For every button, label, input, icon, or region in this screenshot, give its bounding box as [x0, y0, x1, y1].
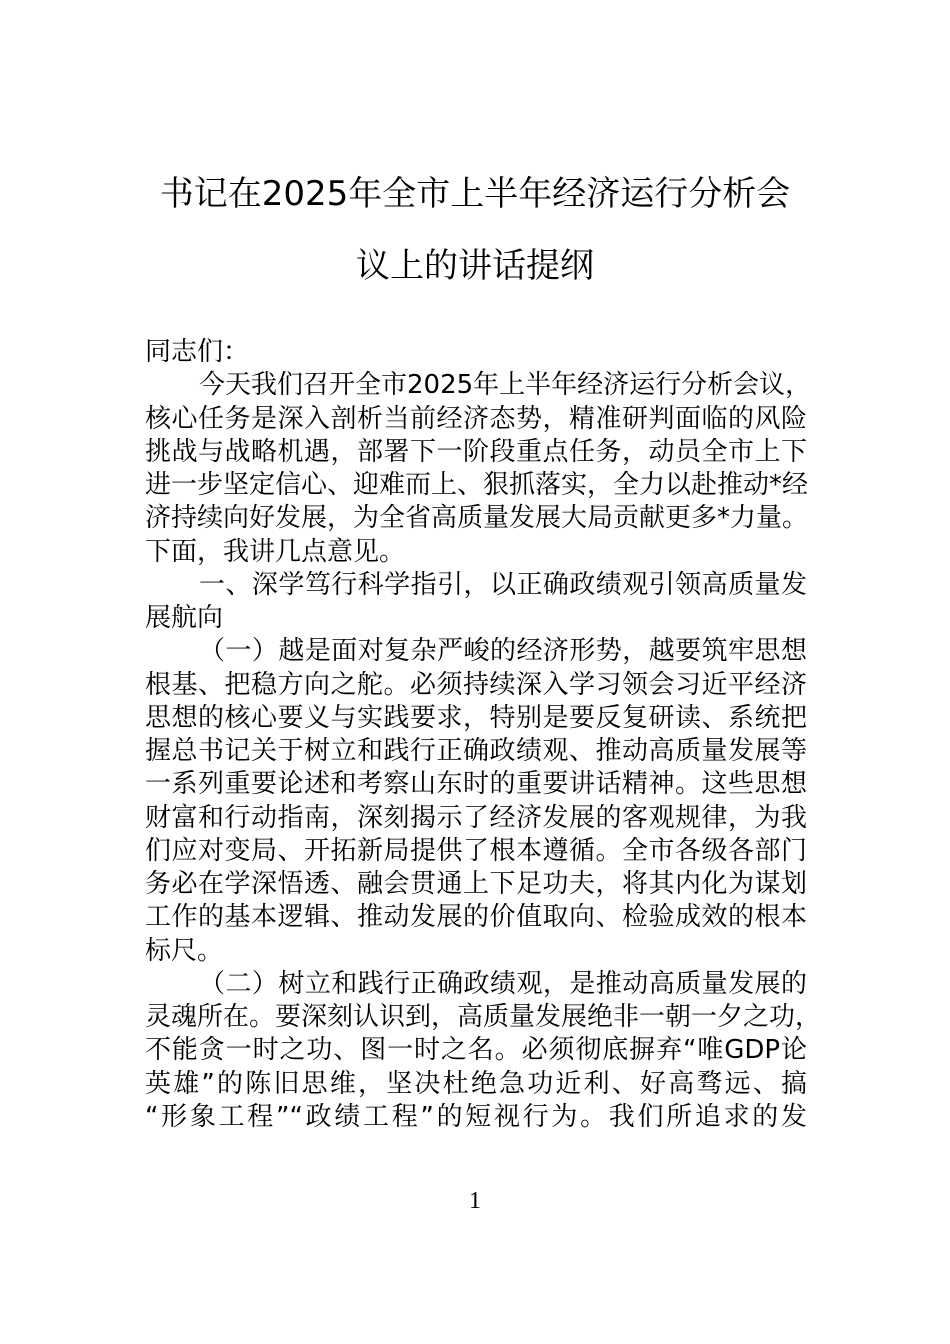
paragraph-line: 思想的核心要义与实践要求，特别是要反复研读、系统把 [145, 702, 807, 733]
paragraph-line: 不能贪一时之功、图一时之名。必须彻底摒弃“唯GDP论 [145, 1035, 807, 1066]
paragraph-line: 进一步坚定信心、迎难而上、狠抓落实，全力以赴推动*经 [145, 470, 809, 500]
paragraph-line: 工作的基本逻辑、推动发展的价值取向、检验成效的根本 [145, 902, 807, 933]
document-title-line-1: 书记在2025年全市上半年经济运行分析会 [159, 174, 791, 214]
paragraph-line: 根基、把稳方向之舵。必须持续深入学习领会习近平经济 [145, 669, 807, 700]
document-body [145, 336, 822, 1134]
section-heading-line: 一、深学笃行科学指引，以正确政绩观引领高质量发 [199, 569, 807, 600]
paragraph-line: 今天我们召开全市2025年上半年经济运行分析会议， [199, 370, 812, 401]
document-title-line-2: 议上的讲话提纲 [356, 246, 594, 286]
paragraph-line: （二）树立和践行正确政绩观，是推动高质量发展的 [199, 968, 807, 999]
paragraph-line: 标尺。 [145, 935, 224, 966]
paragraph-line: “形象工程”“政绩工程”的短视行为。我们所追求的发 [145, 1101, 807, 1132]
paragraph-line: 挑战与战略机遇，部署下一阶段重点任务，动员全市上下 [145, 436, 807, 467]
salutation: 同志们： [145, 337, 250, 367]
paragraph-line: 英雄”的陈旧思维，坚决杜绝急功近利、好高骛远、搞 [145, 1068, 807, 1099]
paragraph-line: 下面，我讲几点意见。 [145, 536, 406, 567]
section-heading-line: 展航向 [145, 603, 224, 633]
paragraph-line: 们应对变局、开拓新局提供了根本遵循。全市各级各部门 [145, 835, 807, 866]
paragraph-line: 财富和行动指南，深刻揭示了经济发展的客观规律，为我 [145, 802, 807, 833]
page-number: 1 [469, 1188, 481, 1214]
paragraph-line: 务必在学深悟透、融会贯通上下足功夫，将其内化为谋划 [145, 869, 807, 899]
paragraph-line: （一）越是面对复杂严峻的经济形势，越要筑牢思想 [199, 636, 807, 667]
paragraph-line: 核心任务是深入剖析当前经济态势，精准研判面临的风险 [145, 403, 807, 434]
paragraph-line: 一系列重要论述和考察山东时的重要讲话精神。这些思想 [145, 769, 807, 800]
paragraph-line: 济持续向好发展，为全省高质量发展大局贡献更多*力量。 [145, 503, 809, 534]
paragraph-line: 灵魂所在。要深刻认识到，高质量发展绝非一朝一夕之功， [145, 1002, 822, 1032]
paragraph-line: 握总书记关于树立和践行正确政绩观、推动高质量发展等 [145, 736, 807, 766]
